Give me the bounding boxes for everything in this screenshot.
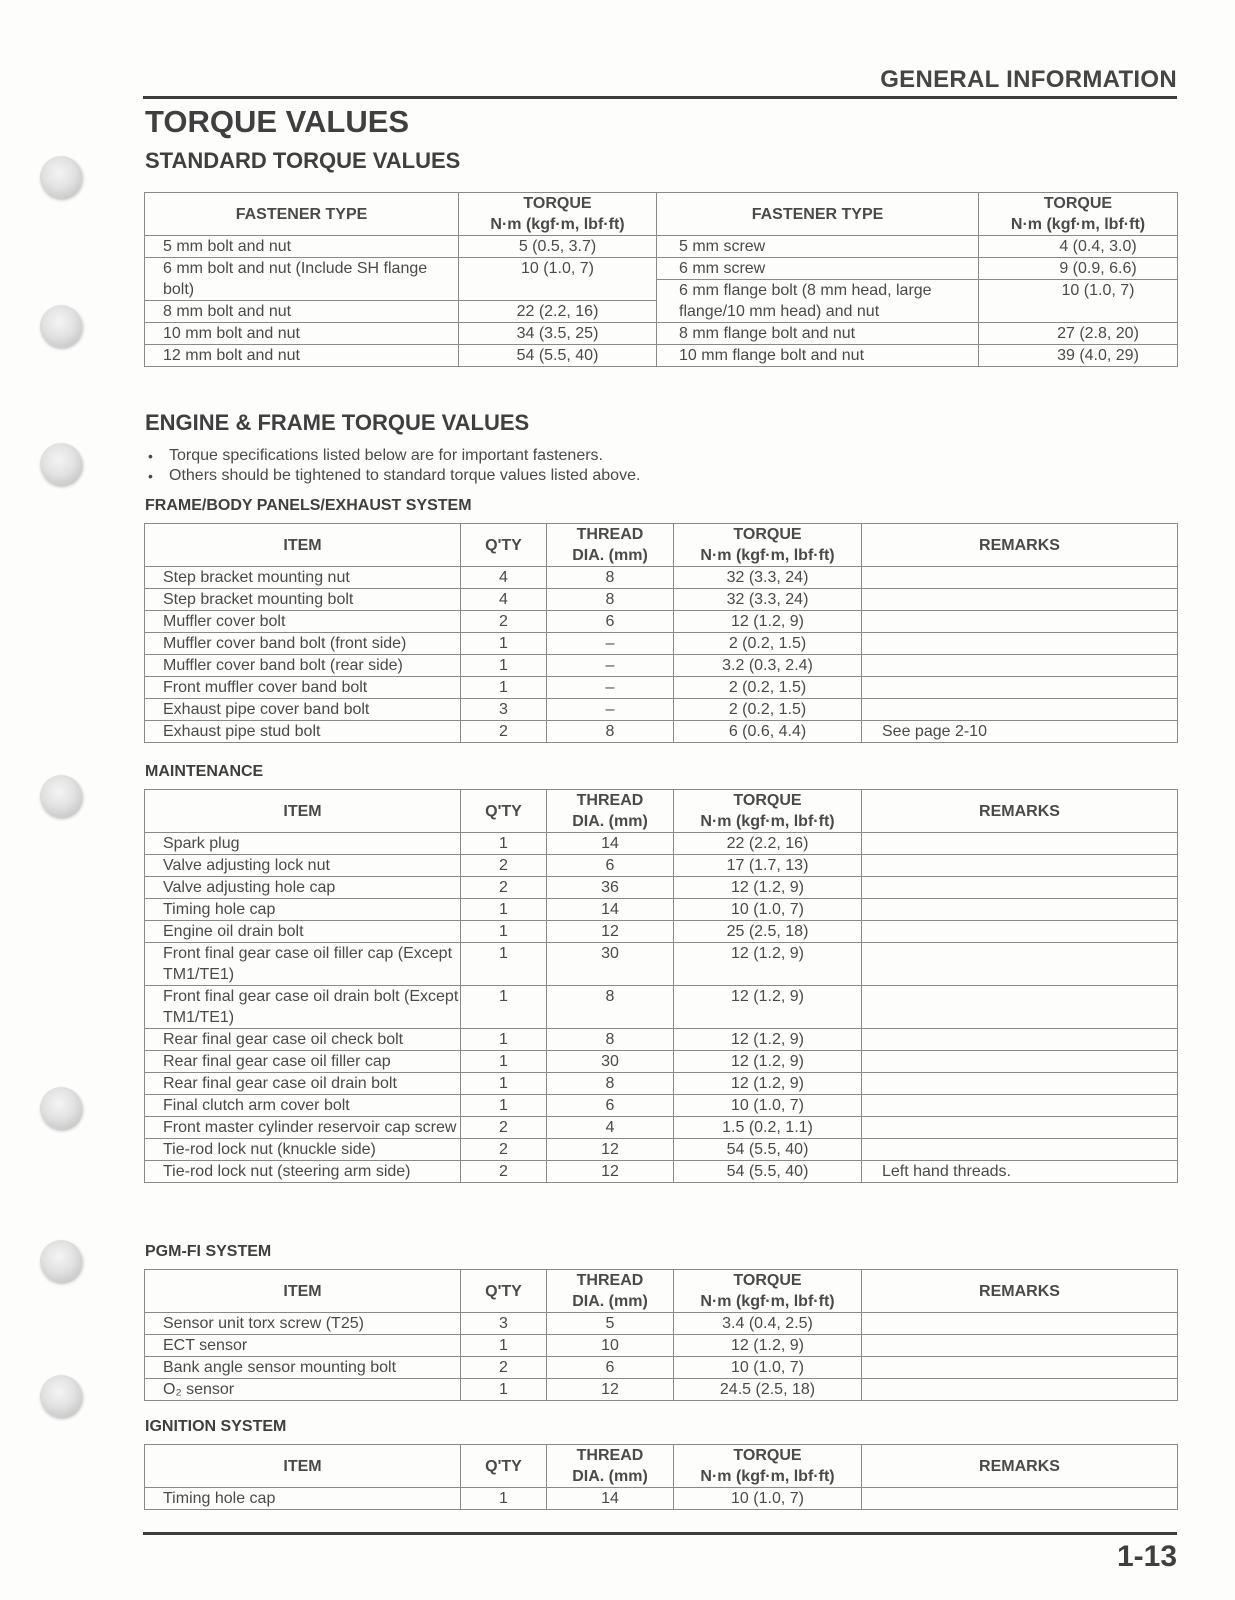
header-item: ITEM: [145, 790, 461, 833]
quantity: 2: [461, 1139, 547, 1161]
item-name: Muffler cover band bolt (front side): [145, 633, 461, 655]
item-name: Rear final gear case oil filler cap: [145, 1051, 461, 1073]
torque-value: 10 (1.0, 7): [674, 1488, 862, 1510]
engine-frame-title: ENGINE & FRAME TORQUE VALUES: [145, 410, 530, 435]
fastener-type: 6 mm flange bolt (8 mm head, large flange/10 mm head) and nut: [657, 280, 979, 323]
table-row: [145, 1488, 1178, 1510]
fastener-type: 5 mm screw: [657, 236, 979, 258]
remarks: [862, 1073, 1178, 1095]
item-name: Muffler cover bolt: [145, 611, 461, 633]
header-item: ITEM: [145, 1270, 461, 1313]
note-text: Others should be tightened to standard torque values listed above.: [169, 467, 641, 484]
torque-value: 2 (0.2, 1.5): [674, 677, 862, 699]
item-name: Sensor unit torx screw (T25): [145, 1313, 461, 1335]
fastener-type: 10 mm bolt and nut: [145, 323, 459, 345]
header-qty: Q'TY: [461, 524, 547, 567]
binder-hole: [40, 156, 82, 198]
thread-diameter: 14: [547, 899, 674, 921]
item-name: ECT sensor: [145, 1335, 461, 1357]
header-torque: [674, 1445, 862, 1488]
item-name: Spark plug: [145, 833, 461, 855]
remarks: [862, 921, 1178, 943]
pgmfi-section-title: PGM-FI SYSTEM: [145, 1243, 272, 1260]
torque-value: 54 (5.5, 40): [674, 1161, 862, 1183]
torque-value: 54 (5.5, 40): [674, 1139, 862, 1161]
header-item: ITEM: [145, 1445, 461, 1488]
quantity: 1: [461, 921, 547, 943]
torque-value: 10 (1.0, 7): [674, 1095, 862, 1117]
table-row: [145, 655, 1178, 677]
header-thread-line2: DIA. (mm): [572, 1293, 648, 1310]
maintenance-torque-table: [144, 789, 1178, 1183]
item-name: O₂ sensor: [145, 1379, 461, 1401]
fastener-type: 8 mm bolt and nut: [145, 301, 459, 323]
torque-value: 2 (0.2, 1.5): [674, 699, 862, 721]
torque-value: 25 (2.5, 18): [674, 921, 862, 943]
thread-diameter: 30: [547, 943, 674, 986]
header-torque: [979, 193, 1178, 236]
torque-value: 39 (4.0, 29): [979, 345, 1178, 367]
thread-diameter: 6: [547, 611, 674, 633]
thread-diameter: 14: [547, 1488, 674, 1510]
remarks: [862, 1051, 1178, 1073]
torque-value: 10 (1.0, 7): [459, 258, 657, 301]
pgmfi-torque-table: [144, 1269, 1178, 1401]
remarks: [862, 677, 1178, 699]
table-row: [145, 1357, 1178, 1379]
item-name: Timing hole cap: [145, 899, 461, 921]
torque-value: 34 (3.5, 25): [459, 323, 657, 345]
header-thread-line2: DIA. (mm): [572, 813, 648, 830]
fastener-type: 12 mm bolt and nut: [145, 345, 459, 367]
frame-torque-table: [144, 523, 1178, 743]
quantity: 1: [461, 1051, 547, 1073]
remarks: [862, 611, 1178, 633]
page-number: 1-13: [1116, 1540, 1177, 1573]
header-thread: [547, 790, 674, 833]
item-name: Exhaust pipe cover band bolt: [145, 699, 461, 721]
quantity: 2: [461, 1357, 547, 1379]
header-torque-units: N·m (kgf·m, lbf·ft): [1010, 216, 1146, 233]
table-row: [145, 877, 1178, 899]
item-name: Front muffler cover band bolt: [145, 677, 461, 699]
header-torque-line1: TORQUE: [523, 195, 592, 212]
quantity: 1: [461, 1379, 547, 1401]
torque-value: 12 (1.2, 9): [674, 1073, 862, 1095]
thread-diameter: 6: [547, 1357, 674, 1379]
item-name: Front final gear case oil filler cap (Except TM1/TE1): [145, 943, 461, 986]
thread-diameter: 8: [547, 986, 674, 1029]
torque-value: 2 (0.2, 1.5): [674, 633, 862, 655]
torque-value: 54 (5.5, 40): [459, 345, 657, 367]
header-torque-line1: TORQUE: [733, 792, 802, 809]
torque-value: 4 (0.4, 3.0): [979, 236, 1178, 258]
item-name: Tie-rod lock nut (steering arm side): [145, 1161, 461, 1183]
header-thread-line1: THREAD: [576, 1447, 644, 1464]
table-row: [145, 677, 1178, 699]
header-qty: Q'TY: [461, 1445, 547, 1488]
quantity: 3: [461, 699, 547, 721]
torque-value: 12 (1.2, 9): [674, 1335, 862, 1357]
torque-value: 12 (1.2, 9): [674, 611, 862, 633]
standard-torque-title: STANDARD TORQUE VALUES: [145, 148, 461, 173]
table-row: [145, 1139, 1178, 1161]
remarks: [862, 986, 1178, 1029]
fastener-type: 6 mm screw: [657, 258, 979, 280]
table-row: [145, 567, 1178, 589]
table-row: [145, 1161, 1178, 1183]
item-name: Rear final gear case oil drain bolt: [145, 1073, 461, 1095]
page-title: TORQUE VALUES: [145, 104, 410, 139]
header-torque-units: N·m (kgf·m, lbf·ft): [700, 1468, 835, 1485]
item-name: Final clutch arm cover bolt: [145, 1095, 461, 1117]
item-name: Step bracket mounting nut: [145, 567, 461, 589]
remarks: [862, 1139, 1178, 1161]
header-thread: [547, 1270, 674, 1313]
quantity: 1: [461, 986, 547, 1029]
quantity: 1: [461, 943, 547, 986]
quantity: 4: [461, 589, 547, 611]
ignition-torque-table: [144, 1444, 1178, 1510]
quantity: 1: [461, 655, 547, 677]
binder-hole: [40, 1375, 82, 1417]
header-torque-units: N·m (kgf·m, lbf·ft): [490, 216, 625, 233]
table-row: [145, 633, 1178, 655]
remarks: [862, 1488, 1178, 1510]
remarks: Left hand threads.: [862, 1161, 1178, 1183]
note-list: [145, 446, 640, 486]
quantity: 2: [461, 611, 547, 633]
table-row: [145, 833, 1178, 855]
remarks: [862, 943, 1178, 986]
torque-value: 32 (3.3, 24): [674, 567, 862, 589]
torque-value: 1.5 (0.2, 1.1): [674, 1117, 862, 1139]
quantity: 1: [461, 1029, 547, 1051]
remarks: [862, 833, 1178, 855]
remarks: [862, 699, 1178, 721]
item-name: Rear final gear case oil check bolt: [145, 1029, 461, 1051]
torque-value: 3.4 (0.4, 2.5): [674, 1313, 862, 1335]
table-row: [145, 1313, 1178, 1335]
torque-value: 10 (1.0, 7): [674, 1357, 862, 1379]
remarks: [862, 877, 1178, 899]
header-torque-line1: TORQUE: [733, 1447, 802, 1464]
note-text: Torque specifications listed below are for important fasteners.: [169, 447, 603, 464]
thread-diameter: 4: [547, 1117, 674, 1139]
quantity: 1: [461, 833, 547, 855]
quantity: 2: [461, 877, 547, 899]
item-name: Exhaust pipe stud bolt: [145, 721, 461, 743]
remarks: [862, 1313, 1178, 1335]
header-torque-line1: TORQUE: [733, 1272, 802, 1289]
thread-diameter: 8: [547, 1073, 674, 1095]
binder-hole: [40, 305, 82, 347]
torque-value: 12 (1.2, 9): [674, 986, 862, 1029]
remarks: [862, 633, 1178, 655]
thread-diameter: 30: [547, 1051, 674, 1073]
remarks: [862, 1379, 1178, 1401]
binder-hole: [40, 775, 82, 817]
header-torque-line1: TORQUE: [733, 526, 802, 543]
thread-diameter: –: [547, 633, 674, 655]
header-remarks: REMARKS: [862, 524, 1178, 567]
table-row: [145, 1029, 1178, 1051]
thread-diameter: –: [547, 677, 674, 699]
quantity: 1: [461, 677, 547, 699]
fastener-type: 6 mm bolt and nut (Include SH flange bolt): [145, 258, 459, 301]
maintenance-section-title: MAINTENANCE: [145, 763, 264, 780]
quantity: 2: [461, 1117, 547, 1139]
thread-diameter: 5: [547, 1313, 674, 1335]
torque-value: 3.2 (0.3, 2.4): [674, 655, 862, 677]
table-row: [145, 1379, 1178, 1401]
torque-value: 5 (0.5, 3.7): [459, 236, 657, 258]
torque-value: 12 (1.2, 9): [674, 1051, 862, 1073]
note-item: • Torque specifications listed below are for important fasteners.: [148, 447, 603, 464]
fastener-type: 8 mm flange bolt and nut: [657, 323, 979, 345]
thread-diameter: 6: [547, 1095, 674, 1117]
fastener-type: 10 mm flange bolt and nut: [657, 345, 979, 367]
torque-value: 12 (1.2, 9): [674, 1029, 862, 1051]
thread-diameter: 8: [547, 567, 674, 589]
quantity: 2: [461, 1161, 547, 1183]
torque-value: 27 (2.8, 20): [979, 323, 1178, 345]
table-row: [145, 1095, 1178, 1117]
item-name: Valve adjusting lock nut: [145, 855, 461, 877]
thread-diameter: –: [547, 699, 674, 721]
header-qty: Q'TY: [461, 1270, 547, 1313]
table-row: [145, 699, 1178, 721]
item-name: Bank angle sensor mounting bolt: [145, 1357, 461, 1379]
thread-diameter: 8: [547, 721, 674, 743]
header-remarks: REMARKS: [862, 1270, 1178, 1313]
remarks: [862, 567, 1178, 589]
quantity: 1: [461, 1488, 547, 1510]
torque-value: 12 (1.2, 9): [674, 943, 862, 986]
table-row: [145, 258, 1178, 280]
header-thread-line2: DIA. (mm): [572, 1468, 648, 1485]
fastener-type: 5 mm bolt and nut: [145, 236, 459, 258]
thread-diameter: –: [547, 655, 674, 677]
torque-value: 6 (0.6, 4.4): [674, 721, 862, 743]
binder-hole: [40, 443, 82, 485]
item-name: Tie-rod lock nut (knuckle side): [145, 1139, 461, 1161]
header-torque: [674, 790, 862, 833]
remarks: [862, 1117, 1178, 1139]
thread-diameter: 6: [547, 855, 674, 877]
remarks: [862, 589, 1178, 611]
thread-diameter: 14: [547, 833, 674, 855]
thread-diameter: 12: [547, 921, 674, 943]
item-name: Front master cylinder reservoir cap screw: [145, 1117, 461, 1139]
quantity: 1: [461, 1095, 547, 1117]
table-row: [145, 943, 1178, 986]
remarks: See page 2-10: [862, 721, 1178, 743]
header-torque-units: N·m (kgf·m, lbf·ft): [700, 1293, 835, 1310]
table-row: [145, 1073, 1178, 1095]
thread-diameter: 12: [547, 1139, 674, 1161]
header-torque: [674, 524, 862, 567]
table-row: [145, 899, 1178, 921]
table-row: [145, 236, 1178, 258]
torque-value: 12 (1.2, 9): [674, 877, 862, 899]
quantity: 1: [461, 899, 547, 921]
binder-hole: [40, 1240, 82, 1282]
header-torque: [459, 193, 657, 236]
header-thread-line1: THREAD: [576, 792, 644, 809]
torque-value: 32 (3.3, 24): [674, 589, 862, 611]
table-row: [145, 589, 1178, 611]
footer-rule: [143, 1532, 1177, 1535]
ignition-section-title: IGNITION SYSTEM: [145, 1418, 287, 1435]
table-row: [145, 1335, 1178, 1357]
quantity: 2: [461, 721, 547, 743]
remarks: [862, 855, 1178, 877]
quantity: 2: [461, 855, 547, 877]
header-rule: [143, 96, 1177, 99]
item-name: Muffler cover band bolt (rear side): [145, 655, 461, 677]
torque-value: 22 (2.2, 16): [459, 301, 657, 323]
table-row: [145, 1051, 1178, 1073]
quantity: 1: [461, 633, 547, 655]
binder-hole: [40, 1087, 82, 1129]
header-torque: [674, 1270, 862, 1313]
item-name: Timing hole cap: [145, 1488, 461, 1510]
thread-diameter: 36: [547, 877, 674, 899]
torque-value: 17 (1.7, 13): [674, 855, 862, 877]
header-thread-line1: THREAD: [576, 1272, 644, 1289]
header-remarks: REMARKS: [862, 790, 1178, 833]
table-row: [145, 721, 1178, 743]
quantity: 3: [461, 1313, 547, 1335]
header-item: ITEM: [145, 524, 461, 567]
table-row: [145, 323, 1178, 345]
header-torque-units: N·m (kgf·m, lbf·ft): [700, 547, 835, 564]
item-name: Step bracket mounting bolt: [145, 589, 461, 611]
remarks: [862, 1335, 1178, 1357]
header-torque-units: N·m (kgf·m, lbf·ft): [700, 813, 835, 830]
thread-diameter: 12: [547, 1161, 674, 1183]
torque-value: 22 (2.2, 16): [674, 833, 862, 855]
table-row: [145, 1117, 1178, 1139]
item-name: Valve adjusting hole cap: [145, 877, 461, 899]
header-fastener-type: FASTENER TYPE: [145, 193, 459, 236]
header-thread-line1: THREAD: [576, 526, 644, 543]
remarks: [862, 1357, 1178, 1379]
quantity: 1: [461, 1335, 547, 1357]
note-item: • Others should be tightened to standard torque values listed above.: [148, 467, 641, 484]
frame-section-title: FRAME/BODY PANELS/EXHAUST SYSTEM: [145, 497, 472, 514]
header-qty: Q'TY: [461, 790, 547, 833]
header-torque-line1: TORQUE: [1043, 195, 1113, 212]
item-name: Engine oil drain bolt: [145, 921, 461, 943]
table-row: [145, 345, 1178, 367]
header-fastener-type: FASTENER TYPE: [657, 193, 979, 236]
torque-value: 10 (1.0, 7): [979, 280, 1178, 323]
header-remarks: REMARKS: [862, 1445, 1178, 1488]
table-row: [145, 921, 1178, 943]
remarks: [862, 899, 1178, 921]
quantity: 1: [461, 1073, 547, 1095]
section-header: GENERAL INFORMATION: [880, 66, 1177, 93]
remarks: [862, 1029, 1178, 1051]
thread-diameter: 10: [547, 1335, 674, 1357]
remarks: [862, 655, 1178, 677]
thread-diameter: 12: [547, 1379, 674, 1401]
torque-value: 24.5 (2.5, 18): [674, 1379, 862, 1401]
torque-value: 10 (1.0, 7): [674, 899, 862, 921]
table-row: [145, 855, 1178, 877]
table-row: [145, 986, 1178, 1029]
thread-diameter: 8: [547, 589, 674, 611]
torque-value: 9 (0.9, 6.6): [979, 258, 1178, 280]
standard-torque-table: [144, 192, 1178, 367]
quantity: 4: [461, 567, 547, 589]
item-name: Front final gear case oil drain bolt (Except TM1/TE1): [145, 986, 461, 1029]
remarks: [862, 1095, 1178, 1117]
header-thread-line2: DIA. (mm): [572, 547, 648, 564]
thread-diameter: 8: [547, 1029, 674, 1051]
table-row: [145, 611, 1178, 633]
header-thread: [547, 1445, 674, 1488]
header-thread: [547, 524, 674, 567]
